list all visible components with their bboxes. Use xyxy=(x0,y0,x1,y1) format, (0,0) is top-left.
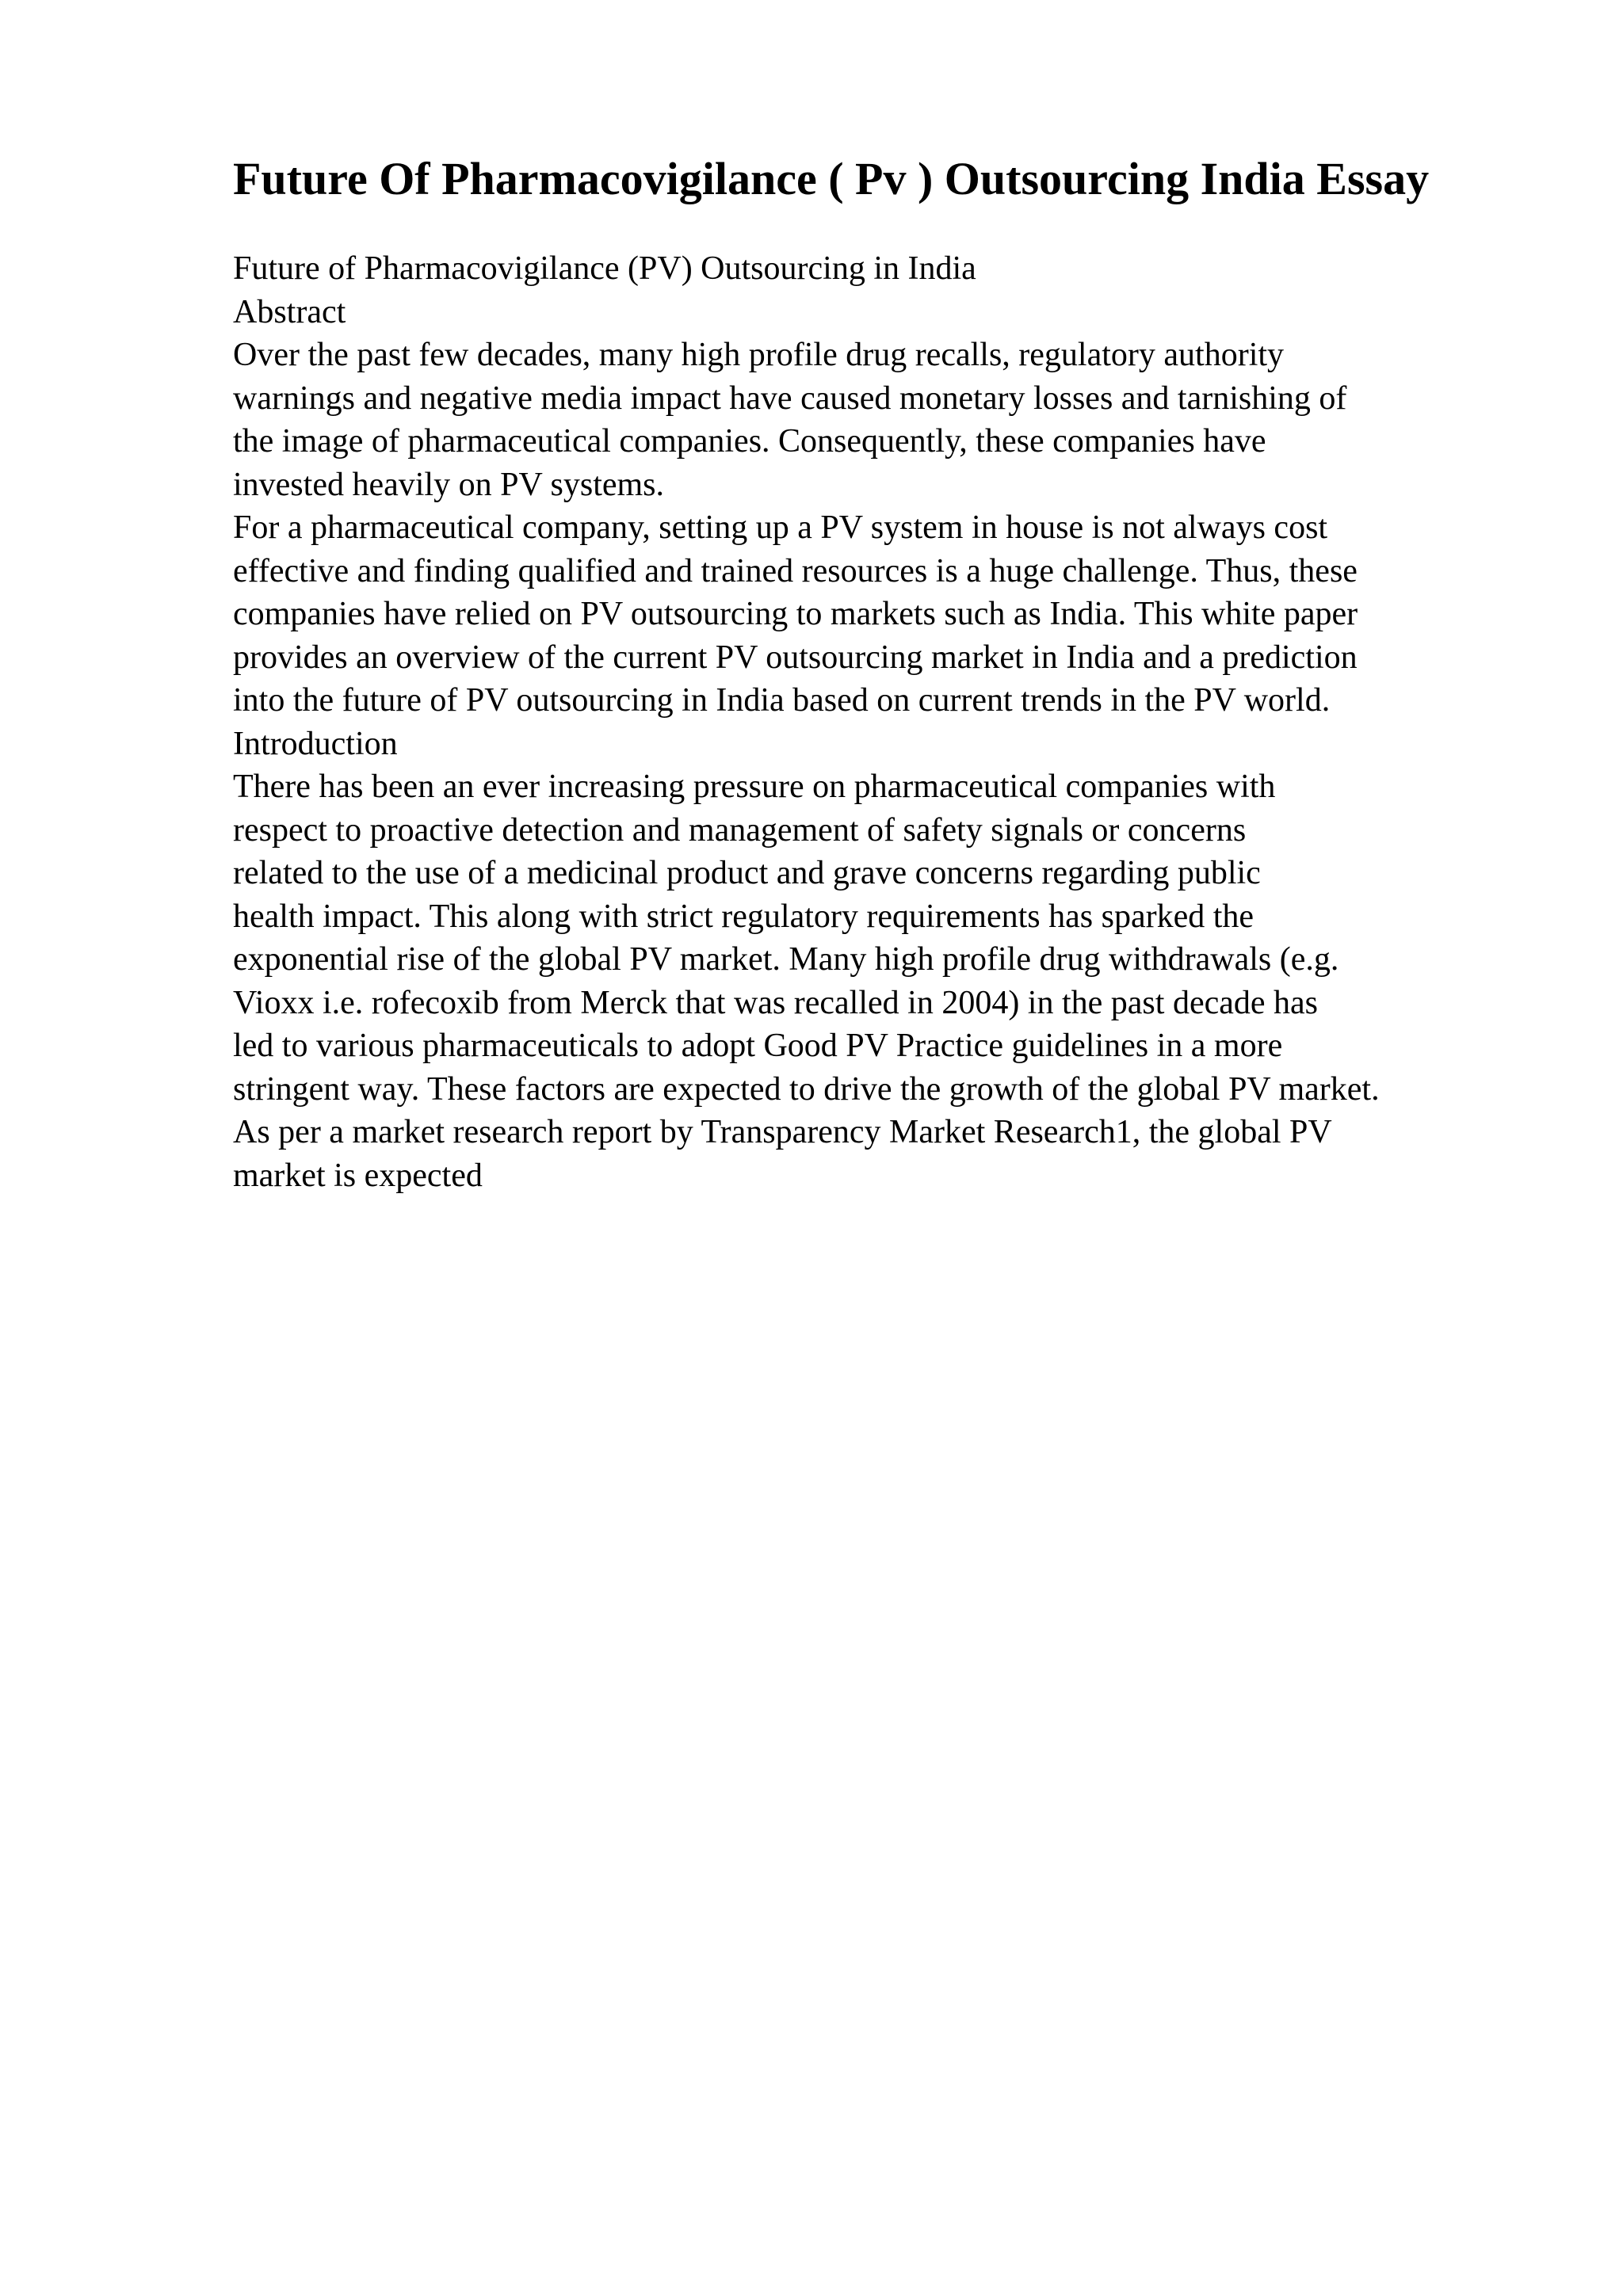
introduction-heading: Introduction xyxy=(233,725,398,762)
body-line: Over the past few decades, many high profile drug recalls, regulatory authority xyxy=(233,337,1285,373)
body-line: respect to proactive detection and management of safety signals or concerns xyxy=(233,811,1247,849)
body-line: companies have relied on PV outsourcing to markets such as India. This white paper xyxy=(233,596,1358,632)
body-line: health impact. This along with strict regulatory requirements has sparked the xyxy=(233,898,1254,935)
abstract-heading: Abstract xyxy=(233,293,346,330)
body-line: market is expected xyxy=(233,1157,483,1194)
document-title: Future Of Pharmacovigilance ( Pv ) Outsourcing India Essay xyxy=(233,153,1430,204)
subtitle-line: Future of Pharmacovigilance (PV) Outsourcing in India xyxy=(233,250,976,287)
body-line: invested heavily on PV systems. xyxy=(233,466,665,503)
body-line: related to the use of a medicinal product and grave concerns regarding public xyxy=(233,855,1261,891)
body-line: the image of pharmaceutical companies. Consequently, these companies have xyxy=(233,423,1266,460)
body-line: led to various pharmaceuticals to adopt Good PV Practice guidelines in a more xyxy=(233,1028,1283,1064)
body-line: For a pharmaceutical company, setting up a PV system in house is not always cost xyxy=(233,509,1328,546)
body-line: warnings and negative media impact have caused monetary losses and tarnishing of xyxy=(233,379,1347,417)
body-line: stringent way. These factors are expected to drive the growth of the global PV market. xyxy=(233,1070,1380,1108)
body-line: provides an overview of the current PV outsourcing market in India and a prediction xyxy=(233,639,1358,676)
body-line: into the future of PV outsourcing in India based on current trends in the PV world. xyxy=(233,682,1331,719)
body-line: effective and finding qualified and trained resources is a huge challenge. Thus, these xyxy=(233,552,1358,589)
body-line: exponential rise of the global PV market. Many high profile drug withdrawals (e.g. xyxy=(233,941,1339,978)
body-line: Vioxx i.e. rofecoxib from Merck that was recalled in 2004) in the past decade has xyxy=(233,984,1318,1021)
body-line: As per a market research report by Transparency Market Research1, the global PV xyxy=(233,1114,1332,1150)
document-body xyxy=(233,247,1596,1197)
body-line: There has been an ever increasing pressure on pharmaceutical companies with xyxy=(233,769,1276,805)
